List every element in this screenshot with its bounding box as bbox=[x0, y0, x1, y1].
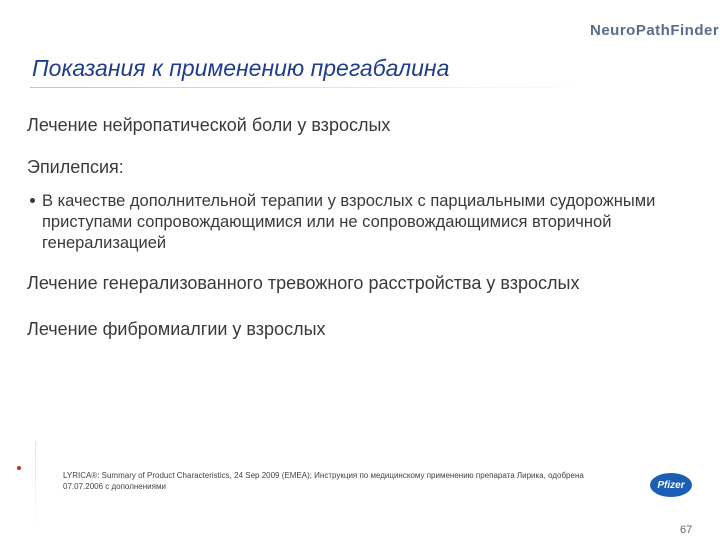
epilepsy-bullet-text: В качестве дополнительной терапии у взрослых с парциальными судорожными приступами сопровождающимися или не сопровождающимися вторичной генерализацией bbox=[42, 192, 656, 252]
pfizer-logo-text: Pfizer bbox=[657, 479, 685, 491]
pfizer-logo bbox=[650, 473, 692, 497]
indication-neuropathic-pain: Лечение нейропатической боли у взрослых bbox=[27, 115, 391, 135]
title-divider bbox=[30, 87, 590, 88]
footer-divider bbox=[35, 442, 36, 532]
indication-anxiety: Лечение генерализованного тревожного расстройства у взрослых bbox=[27, 273, 580, 293]
footer-bullet-icon bbox=[17, 466, 21, 470]
page-number: 67 bbox=[680, 524, 693, 536]
indication-fibromyalgia: Лечение фибромиалгии у взрослых bbox=[27, 319, 326, 339]
logo-text: NeuroPathFinder bbox=[590, 22, 720, 39]
indications-list bbox=[27, 114, 667, 340]
reference-footnote: LYRICA®: Summary of Product Characteristics, 24 Sep 2009 (EMEA); Инструкция по медицинскому применению препарата Лирика, одобрена 07.07.2006 с дополнениями bbox=[63, 471, 584, 491]
indication-epilepsy: Эпилепсия: bbox=[27, 157, 124, 177]
neuropathfinder-logo bbox=[590, 22, 719, 39]
epilepsy-bullet-item bbox=[27, 191, 667, 254]
bullet-icon bbox=[30, 198, 35, 203]
page-title: Показания к применению прегабалина bbox=[32, 55, 450, 81]
